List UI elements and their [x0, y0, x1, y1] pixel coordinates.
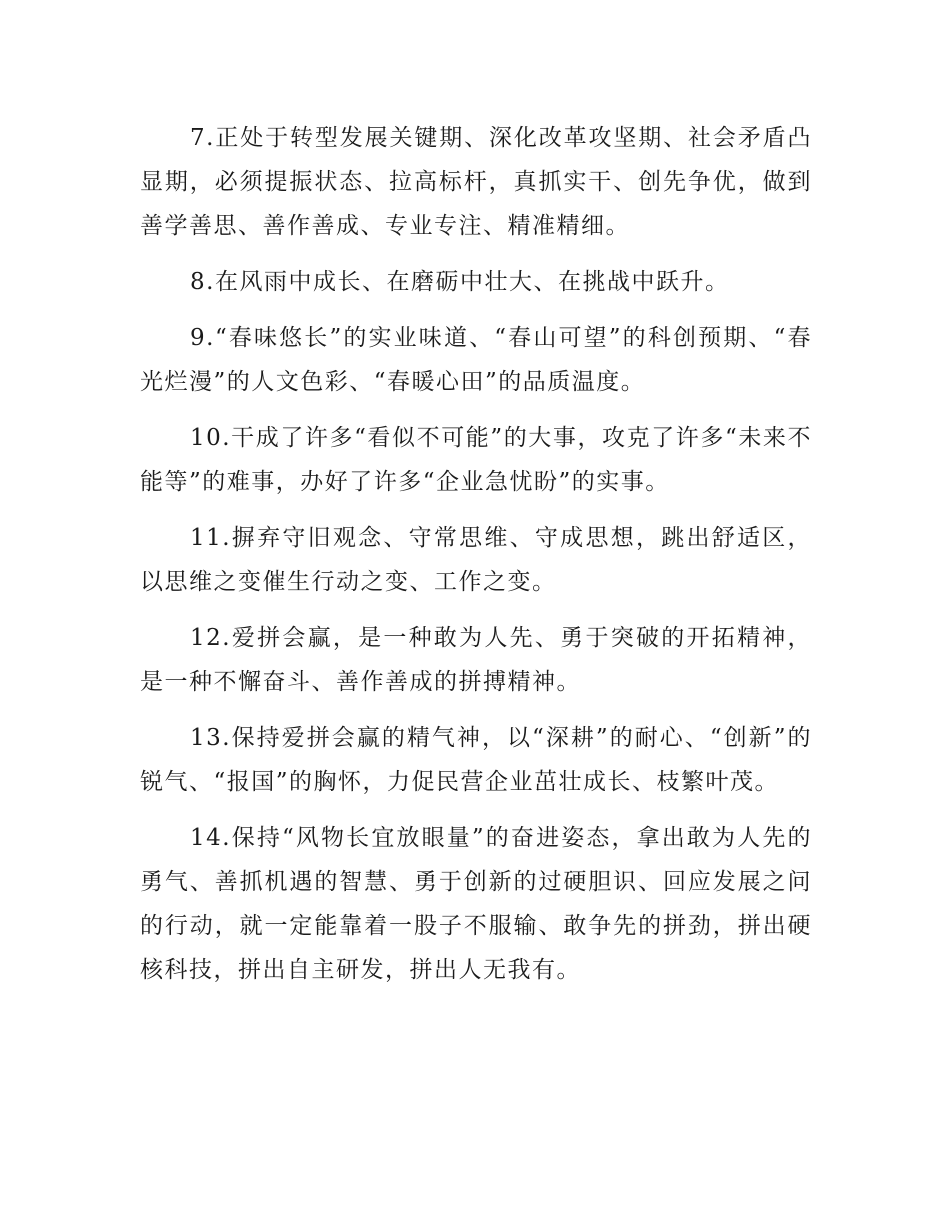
paragraph-11: 11.摒弃守旧观念、守常思维、守成思想，跳出舒适区，以思维之变催生行动之变、工作之变。 [140, 525, 812, 595]
paragraph-7: 7.正处于转型发展关键期、深化改革攻坚期、社会矛盾凸显期，必须提振状态、拉高标杆，真抓实干、创先争优，做到善学善思、善作善成、专业专注、精准精细。 [140, 125, 812, 239]
paragraph-9: 9.“春味悠长”的实业味道、“春山可望”的科创预期、“春光烂漫”的人文色彩、“春暖心田”的品质温度。 [140, 325, 812, 395]
paragraph-10: 10.干成了许多“看似不可能”的大事，攻克了许多“未来不能等”的难事，办好了许多“企业急忧盼”的实事。 [140, 425, 812, 495]
document-page [140, 116, 812, 1004]
paragraph-12: 12.爱拼会赢，是一种敢为人先、勇于突破的开拓精神，是一种不懈奋斗、善作善成的拼搏精神。 [140, 625, 812, 695]
paragraph-14: 14.保持“风物长宜放眼量”的奋进姿态，拿出敢为人先的勇气、善抓机遇的智慧、勇于创新的过硬胆识、回应发展之问的行动，就一定能靠着一股子不服输、敢争先的拼劲，拼出硬核科技，拼出自主研发，拼出人无我有。 [140, 825, 812, 983]
paragraph-8: 8.在风雨中成长、在磨砺中壮大、在挑战中跃升。 [190, 269, 730, 295]
paragraph-13: 13.保持爱拼会赢的精气神，以“深耕”的耐心、“创新”的锐气、“报国”的胸怀，力促民营企业茁壮成长、枝繁叶茂。 [140, 725, 812, 795]
